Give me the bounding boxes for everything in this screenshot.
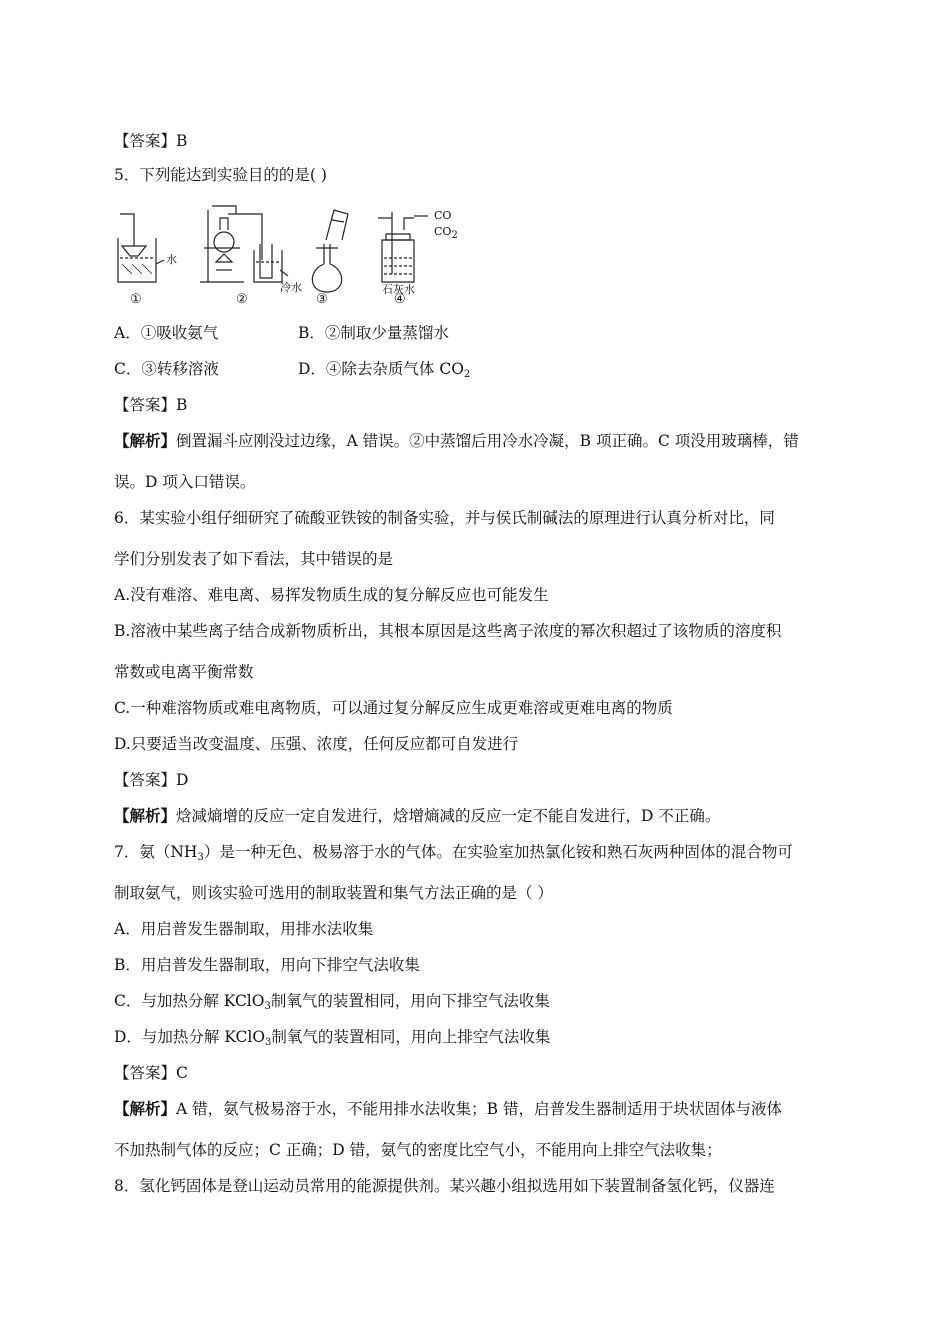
label-cold-water: 冷水	[280, 281, 302, 294]
q6-option-a: A.没有难溶、难电离、易挥发物质生成的复分解反应也可能发生	[114, 586, 549, 604]
q7-analysis: 【解析】A 错，氨气极易溶于水，不能用排水法收集；B 错，启普发生器制适用于块状固体与液体	[114, 1099, 782, 1118]
q5-option-a: A．①吸收氨气	[114, 324, 219, 342]
q5-analysis: 【解析】倒置漏斗应刚没过边缘，A 错误。②中蒸馏后用冷水冷凝，B 项正确。C 项没用玻璃棒，错	[114, 431, 799, 450]
q5-stem: 5．下列能达到实验目的的是( )	[114, 166, 327, 184]
label-num-3: ③	[316, 292, 328, 307]
apparatus-3-volumetric-flask	[312, 210, 348, 292]
q5-option-c: C．③转移溶液	[114, 360, 219, 378]
apparatus-1-gas-absorption	[118, 214, 164, 282]
q7-analysis-cont: 不加热制气体的反应；C 正确；D 错，氨气的密度比空气小，不能用向上排空气法收集；	[114, 1141, 722, 1159]
q5-option-d: D．④除去杂质气体 $CO_2$	[298, 360, 471, 380]
label-water: 水	[166, 253, 177, 266]
q7-option-d: D．与加热分解 KClO$_3$制氧气的装置相同，用向上排空气法收集	[114, 1028, 551, 1048]
label-num-2: ②	[236, 292, 248, 307]
q7-answer: 【答案】C	[114, 1064, 188, 1082]
q5-answer: 【答案】B	[114, 396, 188, 414]
q6-option-c: C.一种难溶物质或难电离物质，可以通过复分解反应生成更难溶或更难电离的物质	[114, 699, 673, 717]
q5-option-b: B．②制取少量蒸馏水	[298, 324, 449, 342]
q7-stem-cont: 制取氨气，则该实验可选用的制取装置和集气方法正确的是（ ）	[114, 884, 553, 902]
q6-stem-cont: 学们分别发表了如下看法，其中错误的是	[114, 550, 394, 568]
apparatus-2-distillation	[200, 206, 288, 282]
q6-analysis: 【解析】焓减熵增的反应一定自发进行，焓增熵减的反应一定不能自发进行，D 不正确。	[114, 806, 721, 825]
q7-option-c: C．与加热分解 KClO$_3$制氧气的装置相同，用向下排空气法收集	[114, 992, 550, 1012]
q4-answer: 【答案】B	[114, 132, 188, 150]
q6-answer: 【答案】D	[114, 771, 189, 789]
label-co: CO	[434, 209, 452, 222]
q7-option-b: B．用启普发生器制取，用向下排空气法收集	[114, 956, 420, 974]
q5-apparatus-figure	[112, 200, 472, 308]
q6-option-d: D.只要适当改变温度、压强、浓度，任何反应都可自发进行	[114, 735, 519, 753]
q6-option-b: B.溶液中某些离子结合成新物质析出，其根本原因是这些离子浓度的幂次积超过了该物质的溶度积	[114, 622, 782, 640]
q6-option-b-cont: 常数或电离平衡常数	[114, 663, 254, 681]
label-limewater: 石灰水	[382, 283, 415, 296]
q7-option-a: A．用启普发生器制取，用排水法收集	[114, 920, 374, 938]
label-num-1: ①	[130, 292, 142, 307]
label-co2: $CO_2$	[434, 225, 458, 241]
q6-stem: 6．某实验小组仔细研究了硫酸亚铁铵的制备实验，并与侯氏制碱法的原理进行认真分析对比，同	[114, 509, 775, 527]
q7-stem: 7．氨$(NH_3)$是一种无色、极易溶于水的气体。在实验室加热氯化铵和熟石灰两种固体的混合物可	[114, 843, 793, 863]
q8-stem: 8．氢化钙固体是登山运动员常用的能源提供剂。某兴趣小组拟选用如下装置制备氢化钙，仪器连	[114, 1177, 775, 1195]
label-num-4: ④	[394, 292, 406, 307]
q5-analysis-cont: 误。D 项入口错误。	[114, 473, 256, 491]
apparatus-4-gas-washing-bottle	[378, 212, 428, 282]
